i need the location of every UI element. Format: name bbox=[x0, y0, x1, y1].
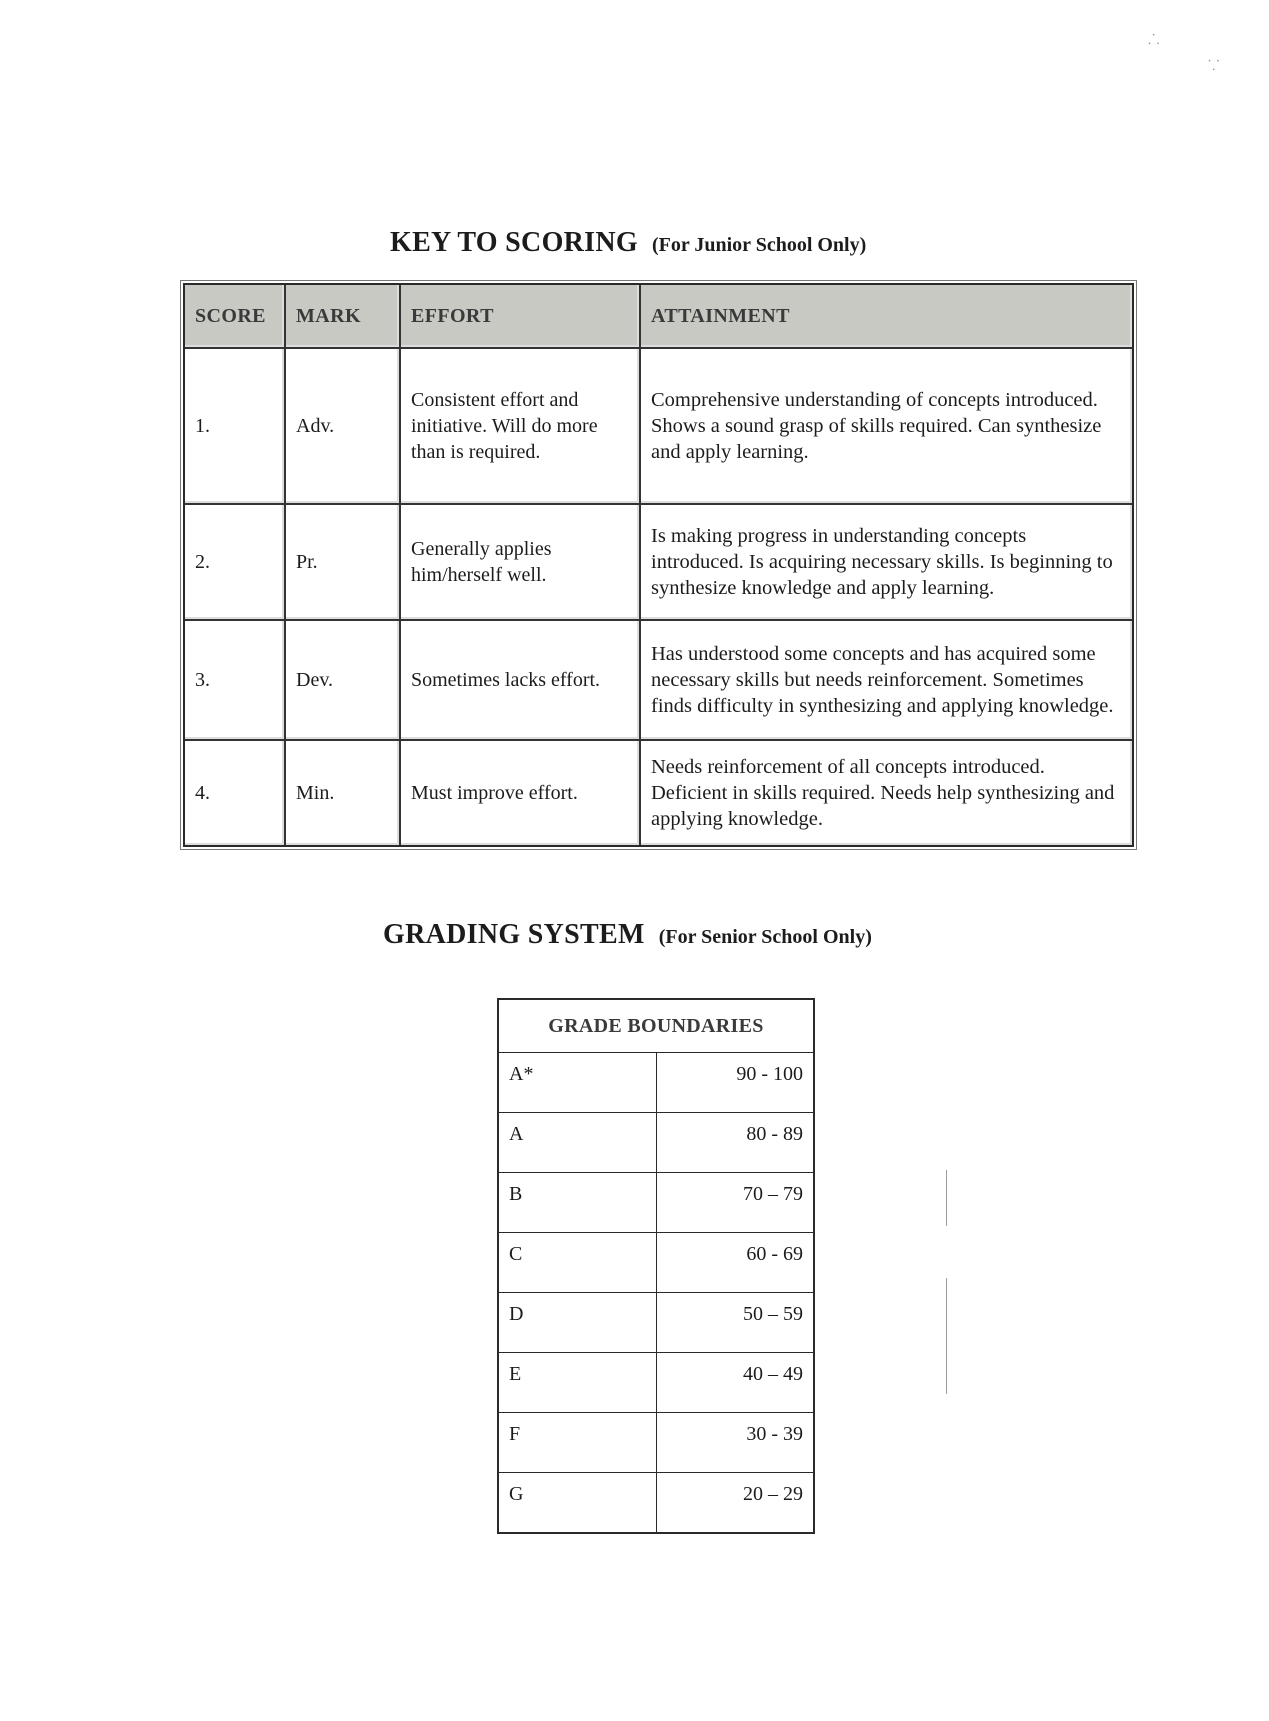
grade-cell: D bbox=[498, 1293, 656, 1353]
grading-system-title bbox=[383, 914, 872, 951]
table-header-row bbox=[498, 999, 814, 1053]
header-score: SCORE bbox=[185, 285, 286, 349]
effort-cell: Consistent effort and initiative. Will do more than is required. bbox=[401, 349, 641, 505]
table-row bbox=[498, 1293, 814, 1353]
attainment-cell: Has understood some concepts and has acquired some necessary skills but needs reinforcement. Sometimes finds difficulty in synthesizing and applying knowledge. bbox=[641, 621, 1132, 741]
score-cell: 3. bbox=[185, 621, 286, 741]
table-row bbox=[498, 1233, 814, 1293]
grading-system-heading: GRADING SYSTEM bbox=[383, 919, 645, 950]
grade-boundaries-table bbox=[497, 998, 815, 1534]
grade-cell: E bbox=[498, 1353, 656, 1413]
scan-line bbox=[946, 1278, 947, 1394]
table-row bbox=[498, 1473, 814, 1534]
key-to-scoring-heading: KEY TO SCORING bbox=[390, 227, 638, 258]
range-cell: 30 - 39 bbox=[656, 1413, 814, 1473]
effort-cell: Must improve effort. bbox=[401, 741, 641, 845]
grade-cell: F bbox=[498, 1413, 656, 1473]
effort-cell: Sometimes lacks effort. bbox=[401, 621, 641, 741]
grade-cell: B bbox=[498, 1173, 656, 1233]
range-cell: 40 – 49 bbox=[656, 1353, 814, 1413]
range-cell: 20 – 29 bbox=[656, 1473, 814, 1534]
scan-speck: ⸫ bbox=[1148, 33, 1160, 48]
key-to-scoring-subtitle: (For Junior School Only) bbox=[651, 234, 867, 256]
table-row bbox=[498, 1113, 814, 1173]
table-row bbox=[185, 505, 1132, 621]
scan-line bbox=[946, 1170, 947, 1226]
grade-cell: C bbox=[498, 1233, 656, 1293]
range-cell: 80 - 89 bbox=[656, 1113, 814, 1173]
table-row bbox=[185, 621, 1132, 741]
grading-system-subtitle: (For Senior School Only) bbox=[658, 926, 872, 948]
range-cell: 50 – 59 bbox=[656, 1293, 814, 1353]
table-row bbox=[498, 1053, 814, 1113]
grade-cell: A bbox=[498, 1113, 656, 1173]
mark-cell: Pr. bbox=[286, 505, 401, 621]
mark-cell: Min. bbox=[286, 741, 401, 845]
attainment-cell: Needs reinforcement of all concepts introduced. Deficient in skills required. Needs help synthesizing and applying knowledge. bbox=[641, 741, 1132, 845]
range-cell: 90 - 100 bbox=[656, 1053, 814, 1113]
mark-cell: Adv. bbox=[286, 349, 401, 505]
table-row bbox=[498, 1173, 814, 1233]
key-to-scoring-table bbox=[183, 283, 1134, 847]
header-effort: EFFORT bbox=[401, 285, 641, 349]
key-to-scoring-title bbox=[390, 222, 866, 259]
grade-cell: A* bbox=[498, 1053, 656, 1113]
header-mark: MARK bbox=[286, 285, 401, 349]
score-cell: 4. bbox=[185, 741, 286, 845]
table-row bbox=[185, 349, 1132, 505]
grade-boundaries-header: GRADE BOUNDARIES bbox=[498, 999, 814, 1053]
range-cell: 60 - 69 bbox=[656, 1233, 814, 1293]
attainment-cell: Comprehensive understanding of concepts introduced. Shows a sound grasp of skills required. Can synthesize and apply learning. bbox=[641, 349, 1132, 505]
attainment-cell: Is making progress in understanding concepts introduced. Is acquiring necessary skills. Is beginning to synthesize knowledge and apply learning. bbox=[641, 505, 1132, 621]
table-row bbox=[498, 1413, 814, 1473]
scan-speck: ⸪ bbox=[1208, 59, 1220, 74]
score-cell: 1. bbox=[185, 349, 286, 505]
grade-cell: G bbox=[498, 1473, 656, 1534]
range-cell: 70 – 79 bbox=[656, 1173, 814, 1233]
mark-cell: Dev. bbox=[286, 621, 401, 741]
effort-cell: Generally applies him/herself well. bbox=[401, 505, 641, 621]
header-attainment: ATTAINMENT bbox=[641, 285, 1132, 349]
table-row bbox=[185, 741, 1132, 845]
table-row bbox=[498, 1353, 814, 1413]
score-cell: 2. bbox=[185, 505, 286, 621]
table-header-row bbox=[185, 285, 1132, 349]
